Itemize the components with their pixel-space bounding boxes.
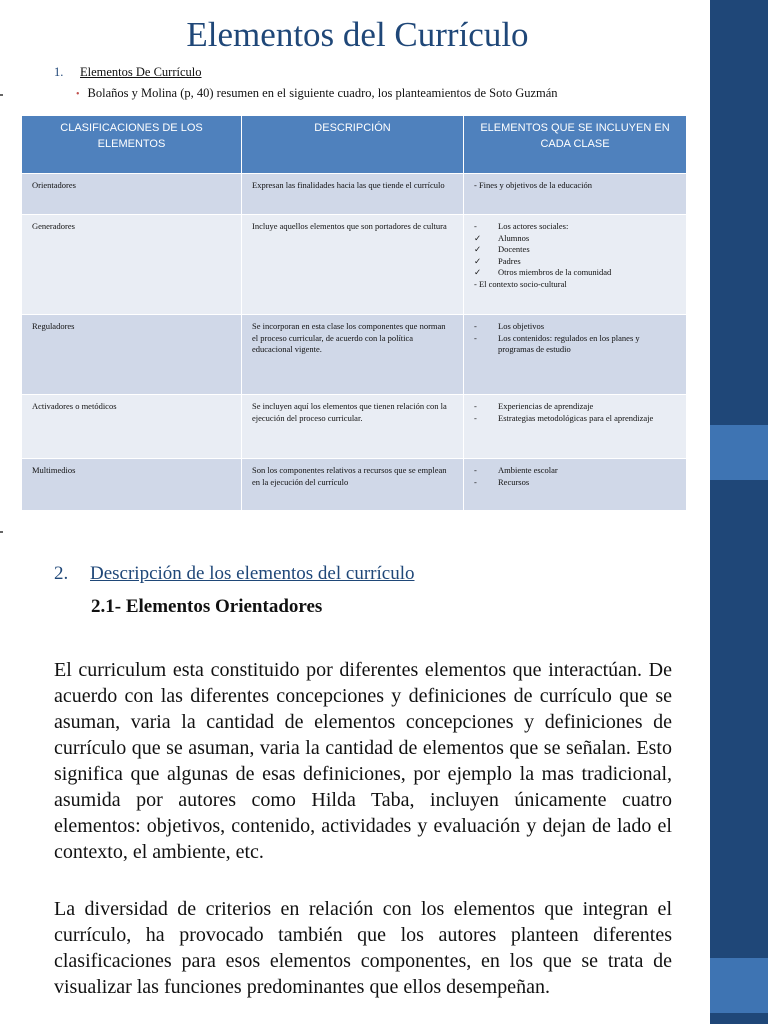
section-1-number: 1. <box>54 65 64 79</box>
element-item <box>474 465 676 477</box>
table-body <box>22 174 687 511</box>
body-paragraph-1: El curriculum esta constituido por diferentes elementos que interactúan. De acuerdo con las diferentes concepciones y definiciones de currículo que se asuman, varia la cantidad de elementos concepciones y definiciones de currículo que se asuman, varia la cantidad de elementos que se señalan. Esto significa que algunas de esas definiciones, por ejemplo la mas tradicional, asumida por autores como Hilda Taba, incluyen únicamente cuatro elementos: objetivos, contenido, actividades y evaluación y dejan de lado el contexto, el ambiente, etc. <box>54 659 672 863</box>
dash-marker-icon: - <box>474 332 477 343</box>
element-item <box>474 180 676 192</box>
slide-edge-mark <box>0 94 3 96</box>
section-1-bullet <box>76 86 558 101</box>
dash-marker-icon: - <box>474 321 477 331</box>
dash-marker-icon: - <box>474 465 477 475</box>
element-item-text: - Fines y objetivos de la educación <box>474 180 593 190</box>
element-item <box>474 477 676 489</box>
header-elements: ELEMENTOS QUE SE INCLUYEN EN CADA CLASE <box>464 116 687 174</box>
element-item-text: Ambiente escolar <box>498 465 558 475</box>
table-row <box>22 395 687 459</box>
curriculum-elements-table <box>21 115 687 511</box>
element-item <box>474 267 676 279</box>
cell-elements <box>464 395 687 459</box>
table-row <box>22 215 687 315</box>
cell-elements <box>464 174 687 215</box>
bullet-text: Bolaños y Molina (p, 40) resumen en el siguiente cuadro, los planteamientos de Soto Guzmán <box>87 86 558 100</box>
element-item-text: - El contexto socio-cultural <box>474 278 567 289</box>
cell-elements <box>464 315 687 395</box>
cell-description: Expresan las finalidades hacia las que tiende el currículo <box>242 174 464 215</box>
checkmark-icon: ✓ <box>474 255 482 266</box>
cell-elements <box>464 459 687 511</box>
header-classifications: CLASIFICACIONES DE LOS ELEMENTOS <box>22 116 242 174</box>
element-item-text: Los contenidos: regulados en los planes y programas de estudio <box>498 332 640 354</box>
element-item <box>474 244 676 256</box>
checkmark-icon: ✓ <box>474 267 482 277</box>
header-description: DESCRIPCIÓN <box>242 116 464 174</box>
slide-edge-mark <box>0 531 3 533</box>
dash-marker-icon: - <box>474 412 477 423</box>
table-row <box>22 459 687 511</box>
cell-description: Se incluyen aquí los elementos que tienen relación con la ejecución del proceso curricular. <box>242 395 464 459</box>
element-item <box>474 233 676 245</box>
table-header-row <box>22 116 687 174</box>
dash-marker-icon: - <box>474 221 477 231</box>
side-decoration-bar <box>710 0 768 1024</box>
element-item <box>474 256 676 268</box>
element-item-text: Otros miembros de la comunidad <box>498 267 612 277</box>
table-row <box>22 174 687 215</box>
dash-marker-icon: - <box>474 476 477 487</box>
cell-classification: Orientadores <box>22 174 242 215</box>
dash-marker-icon: - <box>474 401 477 411</box>
element-item-text: Alumnos <box>498 232 530 243</box>
element-item <box>474 279 676 291</box>
element-item <box>474 221 676 233</box>
cell-description: Incluye aquellos elementos que son portadores de cultura <box>242 215 464 315</box>
element-item-text: Padres <box>498 255 521 266</box>
cell-classification: Reguladores <box>22 315 242 395</box>
element-item <box>474 401 676 413</box>
section-2-title: Descripción de los elementos del currículo <box>90 563 415 584</box>
page-title: Elementos del Currículo <box>186 15 529 54</box>
section-2-number: 2. <box>54 563 69 584</box>
side-bar-accent-bottom <box>710 958 768 1013</box>
side-bar-accent-top <box>710 425 768 480</box>
checkmark-icon: ✓ <box>474 244 482 254</box>
bullet-icon: • <box>76 89 80 100</box>
element-item <box>474 333 676 356</box>
section-1-title: Elementos De Currículo <box>80 65 202 79</box>
cell-description: Son los componentes relativos a recursos que se emplean en la ejecución del currículo <box>242 459 464 511</box>
table-row <box>22 315 687 395</box>
element-item-text: Experiencias de aprendizaje <box>498 401 594 411</box>
element-item-text: Docentes <box>498 244 530 254</box>
cell-elements <box>464 215 687 315</box>
cell-classification: Generadores <box>22 215 242 315</box>
body-paragraph-2: La diversidad de criterios en relación con los elementos que integran el currículo, ha provocado también que los autores planteen diferentes clasificaciones para esos elementos componentes, en los que se trata de visualizar las funciones predominantes que ellos desempeñan. <box>54 898 672 998</box>
element-item <box>474 413 676 425</box>
subsection-heading: 2.1- Elementos Orientadores <box>91 596 323 617</box>
element-item-text: Estrategias metodológicas para el aprendizaje <box>498 412 654 423</box>
element-item-text: Los objetivos <box>498 321 545 331</box>
cell-classification: Multimedios <box>22 459 242 511</box>
element-item-text: Recursos <box>498 476 530 487</box>
cell-description: Se incorporan en esta clase los componentes que norman el proceso curricular, de acuerdo con la política educacional vigente. <box>242 315 464 395</box>
cell-classification: Activadores o metódicos <box>22 395 242 459</box>
checkmark-icon: ✓ <box>474 232 482 243</box>
element-item-text: Los actores sociales: <box>498 221 569 231</box>
element-item <box>474 321 676 333</box>
